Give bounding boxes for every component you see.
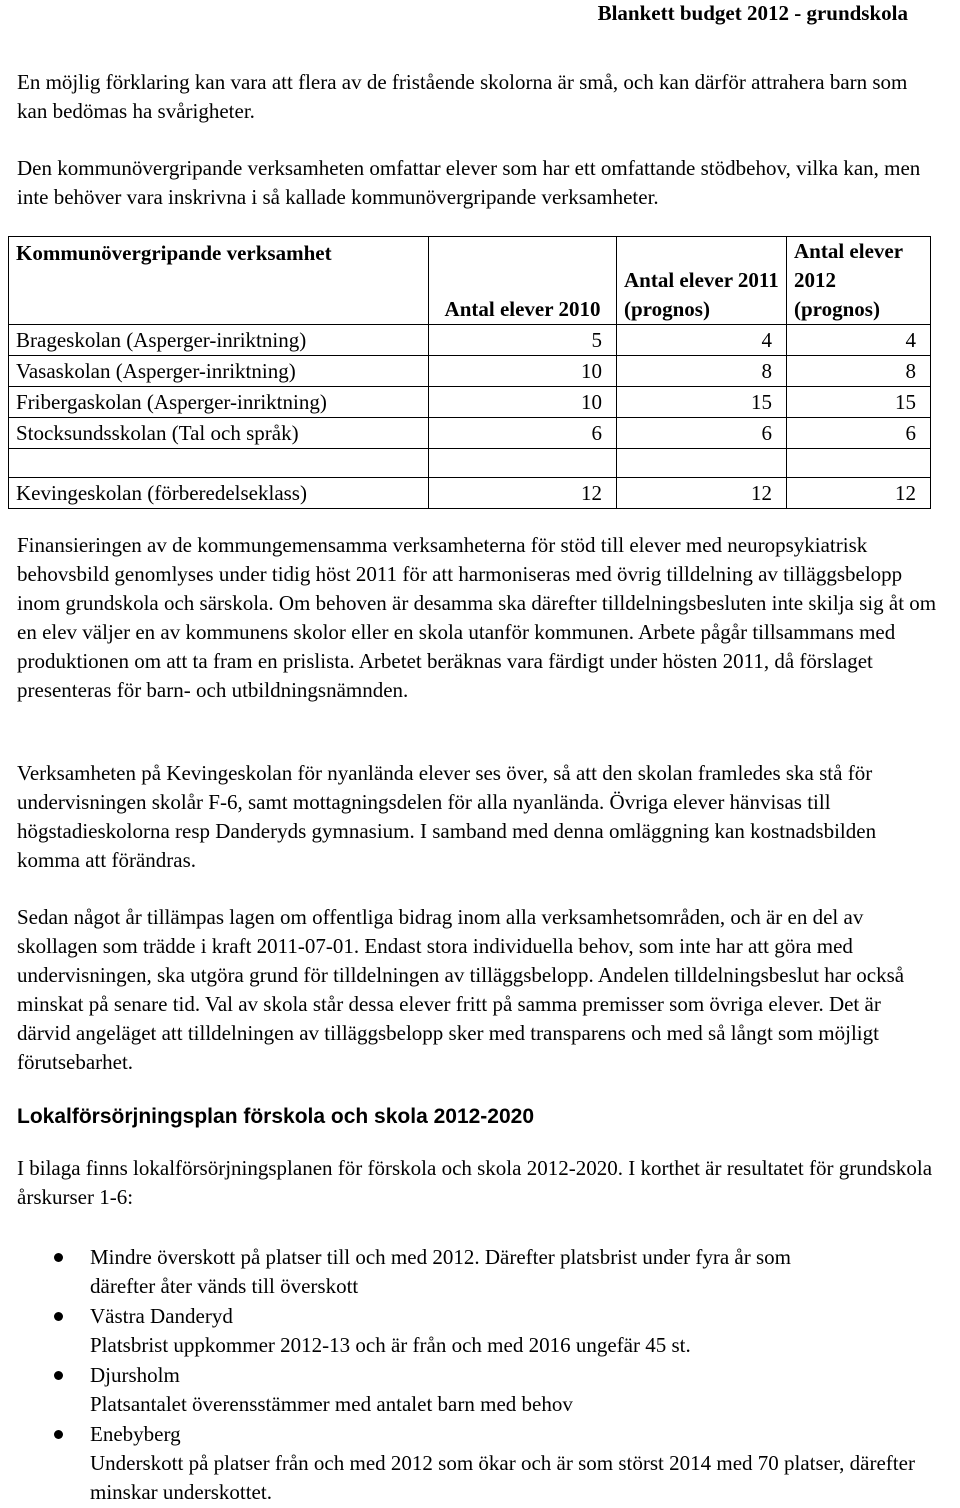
empty-cell [429,449,617,478]
school-name: Vasaskolan (Asperger-inriktning) [9,356,429,387]
column-header-2011: Antal elever 2011 (prognos) [617,237,787,325]
list-item [0,1243,940,1301]
count-2012: 15 [787,387,931,418]
table-row [9,387,931,418]
list-item-detail: Platsbrist uppkommer 2012-13 och är från och med 2016 ungefär 45 st. [90,1333,691,1357]
list-item-title: Västra Danderyd [90,1304,233,1328]
count-2011: 6 [617,418,787,449]
count-2011: 12 [617,478,787,509]
count-2012: 6 [787,418,931,449]
results-list [0,1243,940,1508]
count-2010: 10 [429,356,617,387]
list-item-detail: Platsantalet överensstämmer med antalet barn med behov [90,1392,573,1416]
list-item-detail: därefter åter vänds till överskott [90,1274,359,1298]
count-2010: 6 [429,418,617,449]
table-row-empty [9,449,931,478]
school-name: Fribergaskolan (Asperger-inriktning) [9,387,429,418]
count-2012: 12 [787,478,931,509]
table-row [9,418,931,449]
empty-cell [617,449,787,478]
schools-table [8,236,931,509]
column-header-2010: Antal elever 2010 [429,237,617,325]
school-name: Brageskolan (Asperger-inriktning) [9,325,429,356]
column-header-activity: Kommunövergripande verksamhet [9,237,429,325]
bullet-icon [54,1430,63,1439]
paragraph-kevinge: Verksamheten på Kevingeskolan för nyanlända elever ses över, så att den skolan framledes ska stå för undervisningen skolår F-6, samt mottagningsdelen för alla nyanlända. Övriga elever hänvisas till högstadieskolorna resp Danderyds gymnasium. I samband med denna omläggning kan kostnadsbilden komma att förändras. [17,761,877,872]
document-header: Blankett budget 2012 - grundskola [597,1,908,25]
count-2010: 10 [429,387,617,418]
list-item-title: Enebyberg [90,1422,181,1446]
school-name: Kevingeskolan (förberedelseklass) [9,478,429,509]
count-2010: 5 [429,325,617,356]
list-item-detail: Underskott på platser från och med 2012 som ökar och är som störst 2014 med 70 platser, därefter minskar underskottet. [90,1451,915,1504]
list-item [0,1361,940,1419]
paragraph-explanation: En möjlig förklaring kan vara att flera av de fristående skolorna är små, och kan därför attrahera barn som kan bedömas ha svårigheter. [17,70,908,123]
count-2011: 15 [617,387,787,418]
table-row [9,356,931,387]
bullet-icon [54,1371,63,1380]
count-2011: 8 [617,356,787,387]
section-heading: Lokalförsörjningsplan förskola och skola 2012-2020 [17,1105,535,1128]
list-item-title: Djursholm [90,1363,180,1387]
table-row [9,478,931,509]
paragraph-municipal-activity: Den kommunövergripande verksamheten omfattar elever som har ett omfattande stödbehov, vilka kan, men inte behöver vara inskrivna i så kallade kommunövergripande verksamheter. [17,156,921,209]
bullet-icon [54,1312,63,1321]
list-item [0,1420,940,1507]
paragraph-financing: Finansieringen av de kommungemensamma verksamheterna för stöd till elever med neuropsykiatrisk behovsbild genomlyses under tidig höst 2011 för att harmoniseras med övrig tilldelning av tilläggsbelopp inom grundskola och särskola. Om behoven är desamma ska därefter tilldelningsbesluten inte skilja sig åt om en elev väljer en av kommunens skolor eller en skola utanför kommunen. Arbete pågår tillsammans med produktionen om att ta fram en prislista. Arbetet beräknas vara färdigt under hösten 2011, då förslaget presenteras för barn- och utbildningsnämnden. [17,533,937,702]
school-name: Stocksundsskolan (Tal och språk) [9,418,429,449]
bullet-icon [54,1253,63,1262]
count-2011: 4 [617,325,787,356]
empty-cell [787,449,931,478]
list-item [0,1302,940,1360]
paragraph-attachment: I bilaga finns lokalförsörjningsplanen för förskola och skola 2012-2020. I korthet är resultatet för grundskola årskurser 1-6: [17,1156,933,1209]
count-2010: 12 [429,478,617,509]
paragraph-public-grants: Sedan något år tillämpas lagen om offentliga bidrag inom alla verksamhetsområden, och är en del av skollagen som trädde i kraft 2011-07-01. Endast stora individuella behov, som inte har att göra med undervisningen, ska utgöra grund för tilldelningen av tilläggsbelopp. Andelen tilldelningsbeslut har också minskat på senare tid. Val av skola står dessa elever fritt på samma premisser som övriga elever. Det är därvid angeläget att tilldelningen av tilläggsbelopp sker med transparens och med så långt som möjligt förutsebarhet. [17,905,905,1074]
column-header-2012: Antal elever 2012 (prognos) [787,237,931,325]
count-2012: 4 [787,325,931,356]
count-2012: 8 [787,356,931,387]
list-item-title: Mindre överskott på platser till och med 2012. Därefter platsbrist under fyra år som [90,1245,791,1269]
empty-cell [9,449,429,478]
table-row [9,325,931,356]
table-header-row [9,237,931,325]
